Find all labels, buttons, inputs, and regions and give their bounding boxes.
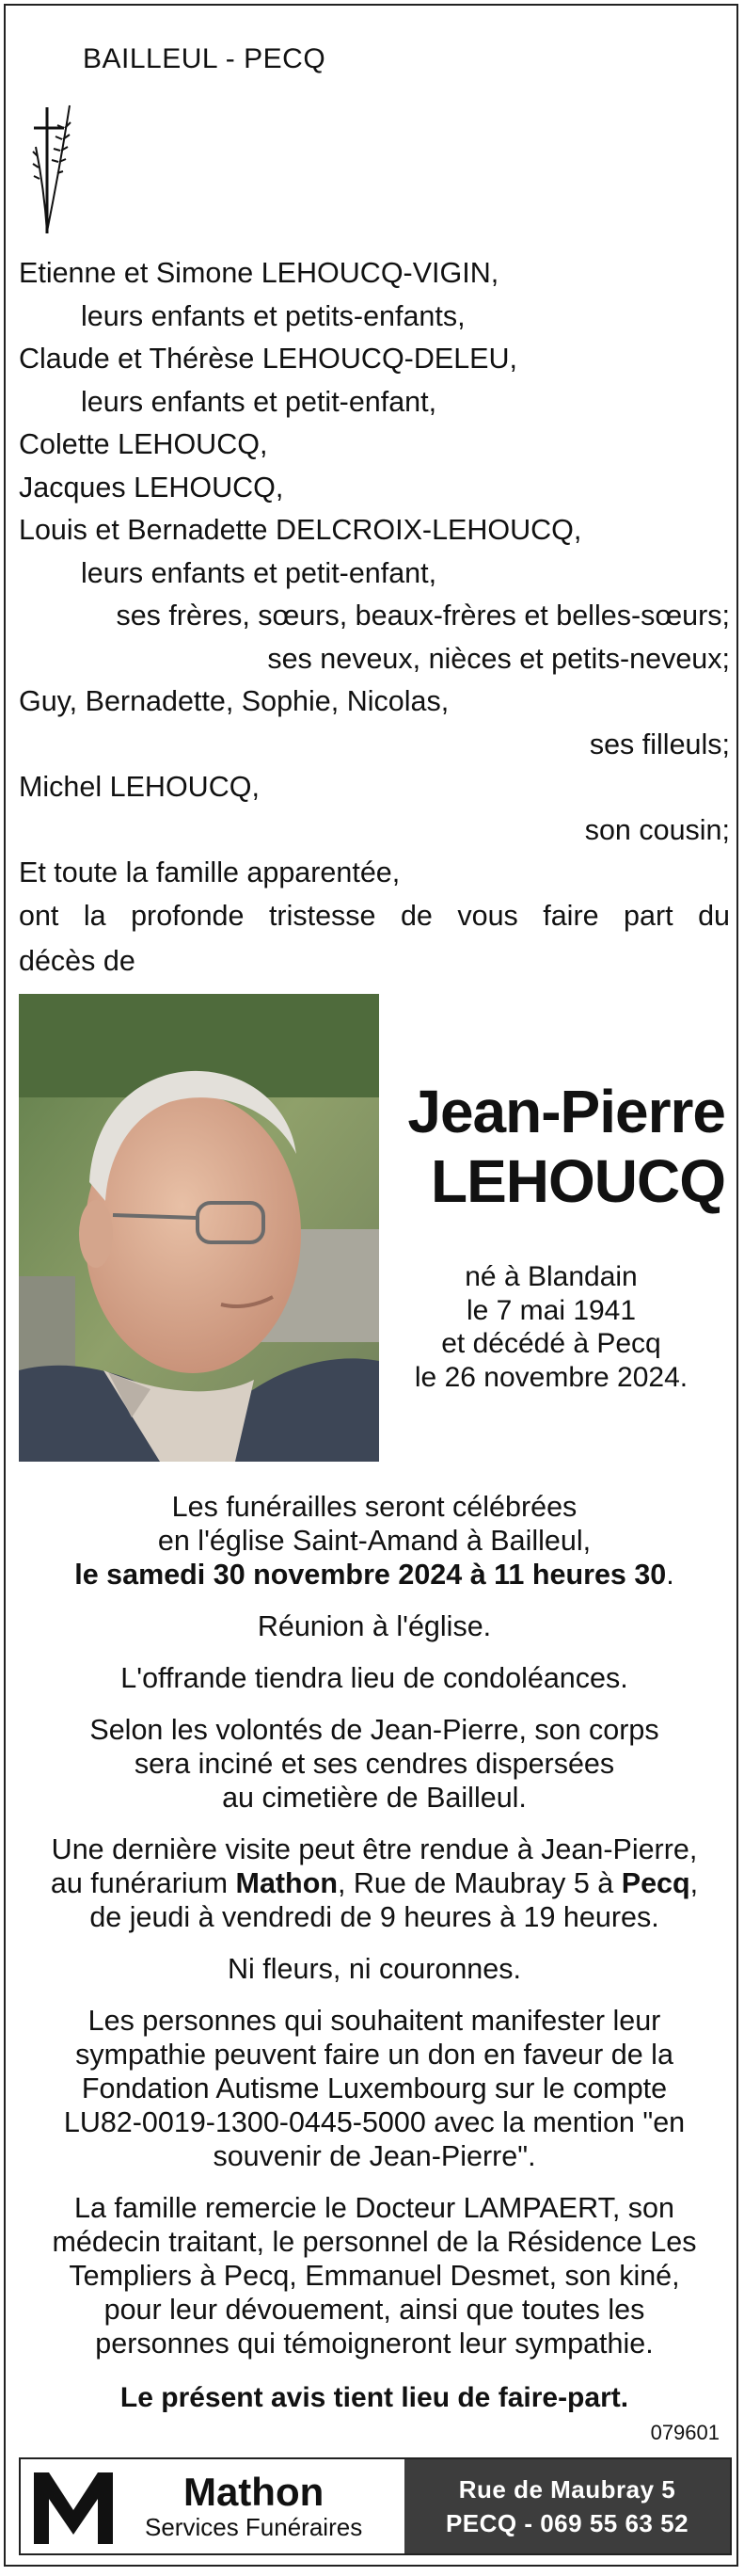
family-line: Claude et Thérèse LEHOUCQ-DELEU, <box>19 343 518 375</box>
donation-line: Fondation Autisme Luxembourg sur le compte <box>81 2072 668 2104</box>
family-line: Guy, Bernadette, Sophie, Nicolas, <box>19 685 450 717</box>
thanks-line: Templiers à Pecq, Emmanuel Desmet, son kiné, <box>69 2260 680 2292</box>
brand-name: Mathon <box>182 2470 325 2514</box>
thanks-line: pour leur dévouement, ainsi que toutes les <box>103 2294 645 2326</box>
family-line: Et toute la famille apparentée, <box>19 856 401 888</box>
funeral-home-contact <box>404 2459 730 2553</box>
funeral-home-address: Rue de Maubray 5 <box>458 2475 676 2504</box>
donation-line: Les personnes qui souhaitent manifester leur <box>87 2005 661 2037</box>
funeral-home-logo-block <box>21 2459 404 2553</box>
died-place: et décédé à Pecq <box>441 1328 661 1359</box>
birth-death-info <box>382 1260 720 1394</box>
visit-text: , Rue de Maubray 5 à <box>337 1867 622 1899</box>
portrait-photo <box>19 994 379 1462</box>
donation-paragraph <box>19 2004 730 2173</box>
deceased-last-name: LEHOUCQ <box>431 1147 725 1215</box>
wishes-line: sera inciné et ses cendres dispersées <box>134 1748 615 1780</box>
family-line: Colette LEHOUCQ, <box>19 428 268 460</box>
family-line: Jacques LEHOUCQ, <box>19 471 284 504</box>
brand <box>145 2472 362 2541</box>
obituary-notice <box>4 4 738 2567</box>
mathon-m-logo-icon <box>28 2461 119 2552</box>
visit-text: au funérarium <box>50 1867 236 1899</box>
family-line: leurs enfants et petits-enfants, <box>81 299 466 332</box>
offering-paragraph: L'offrande tiendra lieu de condoléances. <box>120 1662 628 1694</box>
visit-text: , <box>689 1867 699 1899</box>
died-date: le 26 novembre 2024. <box>414 1361 689 1393</box>
donation-line: souvenir de Jean-Pierre". <box>213 2140 536 2172</box>
donation-line: LU82-0019-1300-0445-5000 avec la mention "en <box>63 2106 686 2138</box>
location-header: BAILLEUL - PECQ <box>83 43 326 74</box>
born-date: le 7 mai 1941 <box>466 1294 637 1326</box>
funeral-date-end: . <box>666 1559 674 1591</box>
family-line: ses filleuls; <box>589 728 730 760</box>
family-line: ont la profonde tristesse de vous faire part du <box>19 899 730 932</box>
funeral-line: Les funérailles seront célébrées <box>171 1491 578 1523</box>
family-line: Etienne et Simone LEHOUCQ-VIGIN, <box>19 257 499 289</box>
no-flowers-paragraph: Ni fleurs, ni couronnes. <box>228 1953 521 1985</box>
wishes-line: Selon les volontés de Jean-Pierre, son corps <box>89 1714 659 1746</box>
brand-subtitle: Services Funéraires <box>145 2513 363 2541</box>
family-line: leurs enfants et petit-enfant, <box>81 556 437 589</box>
visit-paragraph <box>19 1832 730 1934</box>
funeral-date: le samedi 30 novembre 2024 à 11 heures 30 <box>74 1559 667 1591</box>
cross-with-wheat-icon <box>26 100 75 241</box>
family-line: Michel LEHOUCQ, <box>19 771 260 803</box>
visit-line: Une dernière visite peut être rendue à Jean-Pierre, <box>51 1833 698 1865</box>
thanks-line: médecin traitant, le personnel de la Résidence Les <box>52 2226 697 2258</box>
funeral-home-name: Mathon <box>235 1867 338 1899</box>
born-place: né à Blandain <box>465 1261 638 1292</box>
family-line: ses neveux, nièces et petits-neveux; <box>267 642 730 675</box>
family-line: Louis et Bernadette DELCROIX-LEHOUCQ, <box>19 514 582 546</box>
visit-town: Pecq <box>621 1867 690 1899</box>
visit-line: de jeudi à vendredi de 9 heures à 19 heures. <box>89 1901 659 1933</box>
funeral-notice <box>19 1490 730 2433</box>
family-line: décès de <box>19 945 135 977</box>
deceased-first-name: Jean-Pierre <box>407 1078 725 1145</box>
funeral-paragraph <box>19 1490 730 1592</box>
donation-line: sympathie peuvent faire un don en faveur de la <box>75 2039 673 2071</box>
thanks-line: La famille remercie le Docteur LAMPAERT, son <box>74 2192 674 2224</box>
deceased-name <box>391 1077 725 1216</box>
reference-number: 079601 <box>650 2421 720 2444</box>
family-line: son cousin; <box>584 813 730 846</box>
closing-statement: Le présent avis tient lieu de faire-part. <box>119 2382 629 2413</box>
family-announcement <box>19 252 730 978</box>
thanks-paragraph <box>19 2191 730 2360</box>
funeral-home-phone: PECQ - 069 55 63 52 <box>445 2509 689 2537</box>
family-line: ses frères, sœurs, beaux-frères et belles-sœurs; <box>116 600 730 632</box>
thanks-line: personnes qui témoigneront leur sympathie. <box>95 2328 654 2360</box>
wishes-line: au cimetière de Bailleul. <box>222 1782 527 1814</box>
family-line: leurs enfants et petit-enfant, <box>81 385 437 418</box>
funeral-home-banner <box>19 2457 732 2555</box>
wishes-paragraph <box>19 1713 730 1815</box>
meeting-paragraph: Réunion à l'église. <box>257 1610 492 1642</box>
funeral-line: en l'église Saint-Amand à Bailleul, <box>157 1525 592 1557</box>
